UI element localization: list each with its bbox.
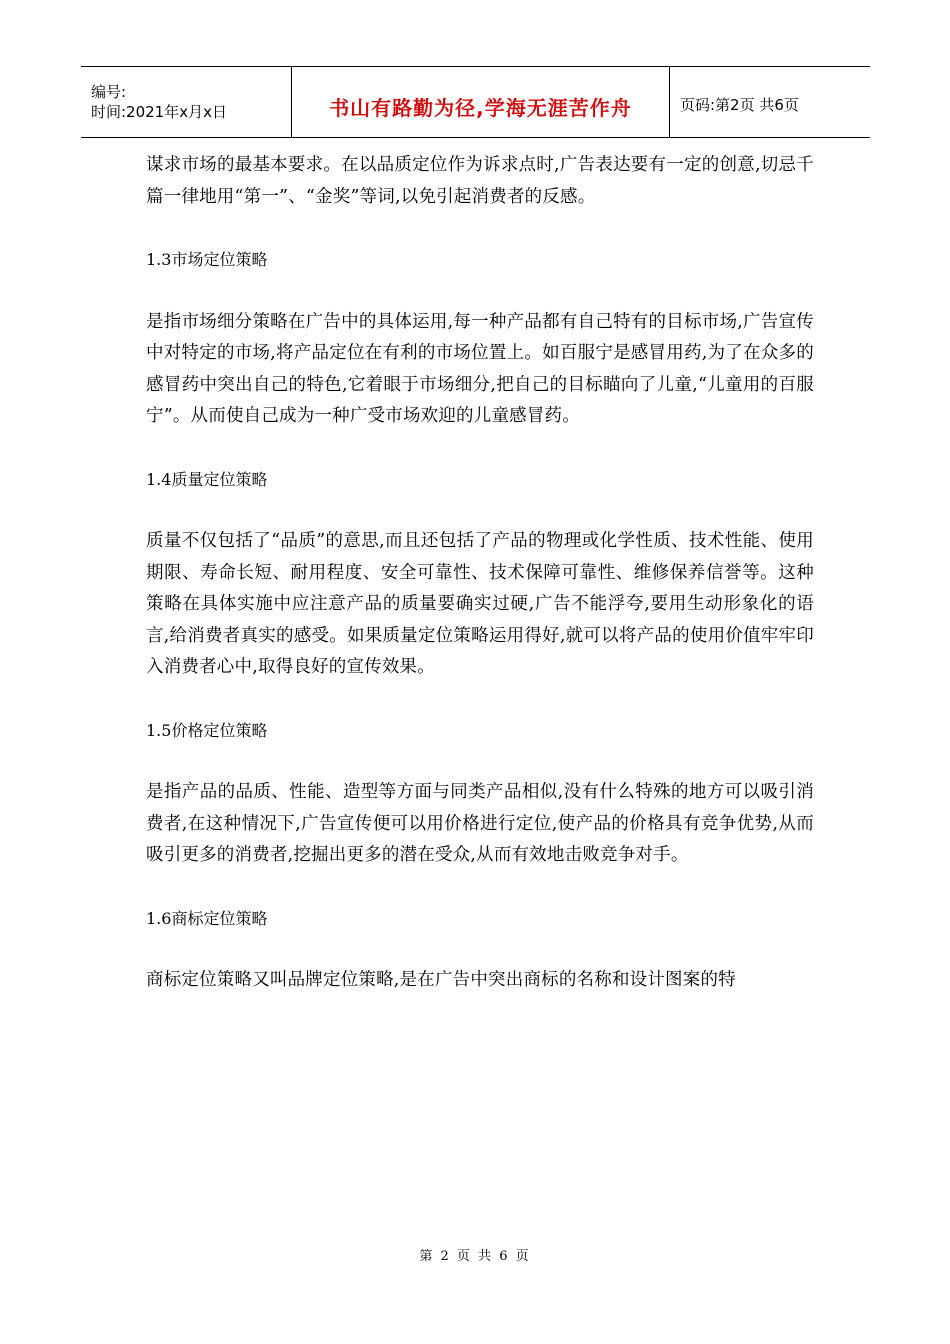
page-header [81, 66, 870, 138]
paragraph: 质量不仅包括了“品质”的意思,而且还包括了产品的物理或化学性质、技术性能、使用期限、寿命长短、耐用程度、安全可靠性、技术保障可靠性、维修保养信誉等。这种策略在具体实施中应注意产品的质量要确实过硬,广告不能浮夸,要用生动形象化的语言,给消费者真实的感受。如果质量定位策略运用得好,就可以将产品的使用价值牢牢印入消费者心中,取得良好的宣传效果。 [146, 531, 814, 677]
date-label: 时间:2021年x月x日 [91, 103, 227, 121]
header-page-info [670, 71, 870, 137]
section-heading: 1.5价格定位策略 [146, 720, 268, 740]
header-meta [81, 67, 291, 137]
document-body [146, 150, 814, 997]
page-footer: 第 2 页 共 6 页 [419, 1249, 531, 1264]
section-heading: 1.3市场定位策略 [146, 250, 268, 269]
section-heading: 1.4质量定位策略 [146, 469, 268, 489]
header-motto: 书山有路勤为径,学海无涯苦作舟 [329, 95, 632, 120]
paragraph: 谋求市场的最基本要求。在以品质定位作为诉求点时,广告表达要有一定的创意,切忌千篇一律地用“第一”、“金奖”等词,以免引起消费者的反感。 [146, 155, 814, 207]
paragraph: 是指产品的品质、性能、造型等方面与同类产品相似,没有什么特殊的地方可以吸引消费者,在这种情况下,广告宣传便可以用价格进行定位,使产品的价格具有竞争优势,从而吸引更多的消费者,挖掘出更多的潜在受众,从而有效地击败竞争对手。 [146, 782, 814, 865]
doc-number-label: 编号: [91, 83, 127, 101]
page-info-text: 页码:第2页 共6页 [680, 95, 799, 114]
paragraph: 商标定位策略又叫品牌定位策略,是在广告中突出商标的名称和设计图案的特 [146, 970, 736, 990]
paragraph: 是指市场细分策略在广告中的具体运用,每一种产品都有自己特有的目标市场,广告宣传中对特定的市场,将产品定位在有利的市场位置上。如百服宁是感冒用药,为了在众多的感冒药中突出自己的特色,它着眼于市场细分,把自己的目标瞄向了儿童,“儿童用的百服宁”。从而使自己成为一种广受市场欢迎的儿童感冒药。 [146, 311, 814, 426]
header-motto-cell [291, 67, 670, 137]
section-heading: 1.6商标定位策略 [146, 908, 268, 928]
